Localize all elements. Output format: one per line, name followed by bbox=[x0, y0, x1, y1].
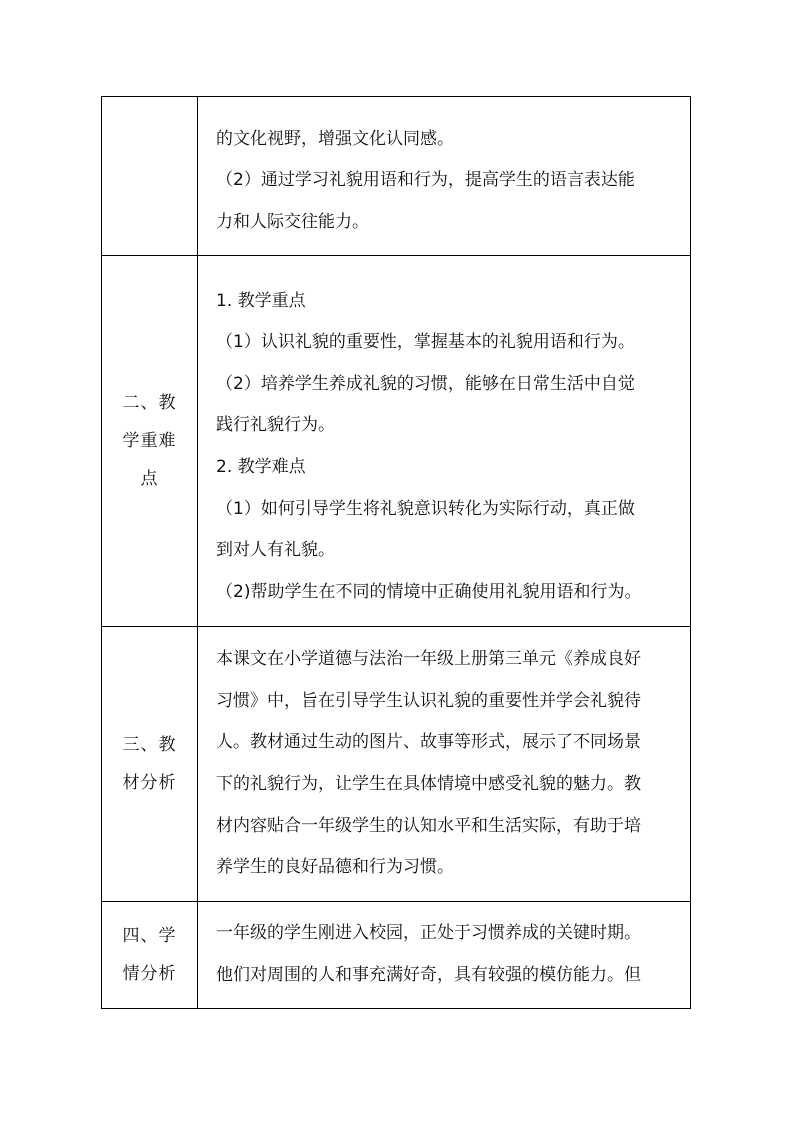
row-content-cell bbox=[198, 97, 691, 256]
row-content-cell bbox=[198, 627, 691, 902]
row-label-line: 点 bbox=[140, 469, 159, 489]
content-line: 到对人有礼貌。 bbox=[216, 540, 335, 561]
content-line: 的文化视野，增强文化认同感。 bbox=[216, 128, 454, 149]
content-line: 一年级的学生刚进入校园，正处于习惯养成的关键时期。 bbox=[216, 923, 641, 944]
content-line: （2）培养学生养成礼貌的习惯，能够在日常生活中自觉 bbox=[216, 373, 635, 394]
content-line: 养学生的良好品德和行为习惯。 bbox=[216, 857, 454, 878]
content-line: 下的礼貌行为，让学生在具体情境中感受礼貌的魅力。教 bbox=[216, 774, 641, 794]
row-label-line: 材分析 bbox=[122, 773, 177, 793]
content-line: 力和人际交往能力。 bbox=[216, 211, 369, 232]
content-line: （2）通过学习礼貌用语和行为，提高学生的语言表达能 bbox=[216, 170, 635, 191]
content-line: 习惯》中，旨在引导学生认识礼貌的重要性并学会礼貌待 bbox=[216, 690, 641, 711]
row-label-line: 情分析 bbox=[122, 964, 177, 984]
row-label-cell bbox=[102, 97, 198, 256]
content-line: 材内容贴合一年级学生的认知水平和生活实际，有助于培 bbox=[216, 815, 641, 836]
content-line: 他们对周围的人和事充满好奇，具有较强的模仿能力。但 bbox=[216, 965, 641, 985]
table-row bbox=[102, 97, 691, 256]
content-line: （2)帮助学生在不同的情境中正确使用礼貌用语和行为。 bbox=[216, 581, 642, 602]
row-label-cell bbox=[102, 902, 198, 1009]
lesson-plan-table bbox=[101, 96, 691, 1009]
content-line: （1）如何引导学生将礼貌意识转化为实际行动，真正做 bbox=[216, 498, 635, 519]
row-label-line: 四、学 bbox=[122, 926, 177, 946]
table-row bbox=[102, 627, 691, 902]
row-label-line: 学重难 bbox=[122, 431, 177, 451]
content-line: 2. 教学难点 bbox=[216, 457, 306, 477]
content-line: 人。教材通过生动的图片、故事等形式，展示了不同场景 bbox=[216, 732, 641, 753]
content-line: 本课文在小学道德与法治一年级上册第三单元《养成良好 bbox=[216, 649, 641, 670]
row-label-cell bbox=[102, 627, 198, 902]
table-row bbox=[102, 256, 691, 627]
row-content-cell bbox=[198, 256, 691, 627]
row-label-line: 二、教 bbox=[122, 393, 177, 413]
content-line: 践行礼貌行为。 bbox=[216, 415, 335, 436]
content-line: 1. 教学重点 bbox=[216, 290, 306, 311]
content-line: （1）认识礼貌的重要性，掌握基本的礼貌用语和行为。 bbox=[216, 332, 635, 353]
row-label-line: 三、教 bbox=[122, 735, 177, 755]
table-row bbox=[102, 902, 691, 1009]
row-content-cell bbox=[198, 902, 691, 1009]
row-label-cell bbox=[102, 256, 198, 627]
